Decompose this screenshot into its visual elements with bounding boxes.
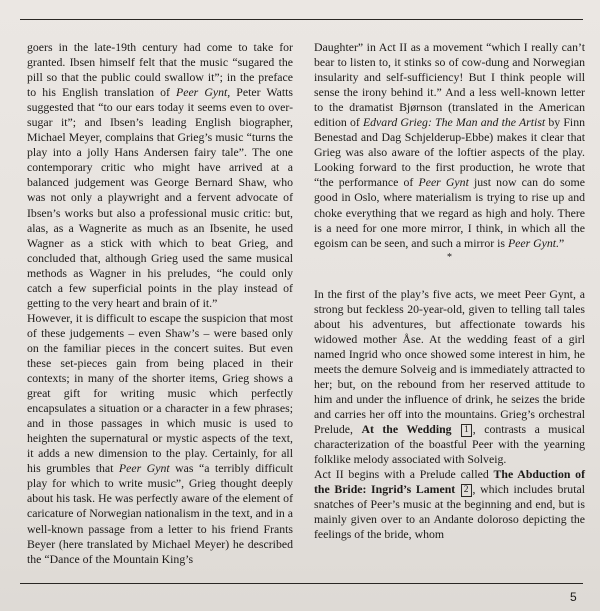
right-column bbox=[314, 40, 585, 542]
bottom-rule bbox=[20, 583, 583, 584]
track-number-badge: 1 bbox=[461, 424, 472, 437]
right-paragraph-3: Act II begins with a Prelude called The Abduction of the Bride: Ingrid’s Lament 2 , which includes brutal snatches of Peer’s music at the beginning and end, but is mainly given over to an Andante doloroso depicting the feelings of the bride, whom bbox=[314, 467, 586, 542]
track-number-badge: 2 bbox=[461, 484, 472, 497]
track-title-at-the-wedding: At the Wedding bbox=[361, 422, 452, 437]
left-column bbox=[27, 40, 293, 567]
left-paragraph-2: However, it is difficult to escape the suspicion that most of these judgements – even Shaw’s – were based only on the familiar pieces in the concert suites. But even these set-pieces gain from being placed in their contexts; in many of the shorter items, Grieg shows a great gift for writing music which perfectly encapsulates a situation or a character in a few phrases; and in those passages in which music is used to heighten the supernatural or mystic aspects of the text, it adds a new dimension to the play. Certainly, for all his grumbles that Peer Gynt was “a terribly difficult play for which to write music”, Grieg thought deeply about his task. He was perfectly aware of the element of caricature of Norwegian nationalism in the text, and in a well-known passage from a letter to his friend Frants Beyer (here translated by Michael Meyer) he described the “Dance of the Mountain King’s bbox=[27, 310, 293, 566]
right-paragraph-2: In the first of the play’s five acts, we meet Peer Gynt, a strong but feckless 20-year-old, given to telling tall tales about his adventures, but affectionate towards his widowed mother Åse. At the wedding feast of a girl named Ingrid who once showed some interest in him, he meets the demure Solveig and is immediately attracted to her; but, on the rebound from her reserved attitude to him and under the influence of drink, he seizes the bride and carries her off into the mountains. Grieg’s orchestral Prelude, At the Wedding 1 , contrasts a musical characterization of the boastful Peer with the yearning folklike melody associated with Solveig. bbox=[314, 286, 585, 467]
section-separator: * bbox=[447, 251, 452, 263]
left-paragraph-1: goers in the late-19th century had come to take for granted. Ibsen himself felt that the music “sugared the pill so that the public could swallow it”; in the preface to his English translation of Peer Gynt, Peter Watts suggested that “to our ears today it seems even to over-sugar it”; and Ibsen’s leading English biographer, Michael Meyer, complains that Grieg’s music “turns the play into a jolly Hans Andersen fairy tale”. The one contemporary critic who might have arrived at a balanced judgement was George Bernard Shaw, who was not only a playwright and a fervent advocate of Ibsen’s works but also a professional music critic: but, alas, as a Wagnerite as much as an Ibsenite, he used Wagner as a stick with which to beat Grieg, and concluded that, although Grieg used the same musical methods as Wagner in his preludes, “he could only catch a few superficial points in the play instead of getting to the very heart and brain of it.” bbox=[27, 40, 293, 310]
top-rule bbox=[20, 19, 583, 20]
track-title-abduction: The Abduction of the Bride: Ingrid’s Lament bbox=[314, 467, 586, 497]
page-number: 5 bbox=[570, 590, 577, 604]
right-paragraph-1: Daughter” in Act II as a movement “which I really can’t bear to listen to, it stinks so of cow-dung and Norwegian insularity and self-sufficiency! But I think people will sense the irony behind it.” And a less well-known letter to the dramatist Bjørnson (translated in the American edition of Edvard Grieg: The Man and the Artist by Finn Benestad and Dag Schjelderup-Ebbe) makes it clear that Grieg was also aware of the loftier aspects of the play. Looking forward to the first production, he wrote that “the performance of Peer Gynt just now can do some good in Oslo, where materialism is trying to rise up and choke everything that we regard as high and holy. There is a need for one more mirror, I think, in which all the egoism can be seen, and such a mirror is Peer Gynt.” bbox=[314, 40, 585, 250]
